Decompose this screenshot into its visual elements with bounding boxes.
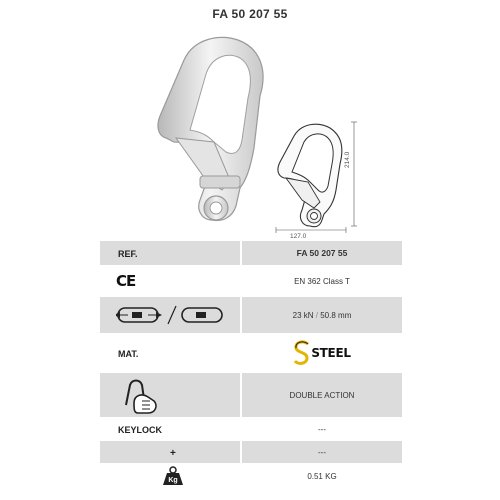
steel-s-icon	[293, 340, 311, 366]
spec-row-ref	[100, 241, 402, 265]
plus-label: +	[170, 448, 176, 459]
weight-value: 0.51 KG	[307, 471, 337, 481]
action-value: DOUBLE ACTION	[289, 390, 355, 400]
value-separator: /	[315, 310, 318, 320]
strength-value: 23 kN	[292, 310, 314, 320]
specification-table	[100, 241, 402, 489]
carabiner-photo	[150, 30, 275, 235]
ref-value: FA 50 207 55	[296, 248, 348, 258]
gate-opening-icon	[116, 302, 226, 328]
spec-row-material	[100, 333, 402, 373]
product-title: FA 50 207 55	[212, 7, 288, 21]
width-dimension-label: 127.0	[290, 233, 307, 240]
material-value: STEEL	[311, 346, 351, 360]
keylock-value: ---	[318, 424, 326, 434]
technical-drawing	[258, 118, 368, 238]
length-value: 50.8 mm	[320, 310, 352, 320]
standard-value: EN 362 Class T	[294, 276, 350, 286]
plus-value: ---	[318, 447, 326, 457]
spec-row-strength	[100, 297, 402, 333]
height-dimension-label: 214.0	[344, 151, 351, 168]
weight-kg-icon	[162, 466, 184, 486]
spec-row-action	[100, 373, 402, 417]
material-label: MAT.	[118, 349, 139, 359]
steel-logo-icon	[242, 340, 402, 366]
spec-row-plus	[100, 441, 402, 463]
ref-label: REF.	[118, 249, 138, 259]
weight-icon-label: Kg	[168, 477, 178, 484]
hand-carabiner-icon	[116, 375, 166, 415]
spec-row-standard	[100, 265, 402, 297]
spec-row-keylock	[100, 417, 402, 441]
spec-row-weight	[100, 463, 402, 489]
ce-mark-icon: CE	[116, 272, 136, 290]
keylock-label: KEYLOCK	[118, 425, 163, 435]
